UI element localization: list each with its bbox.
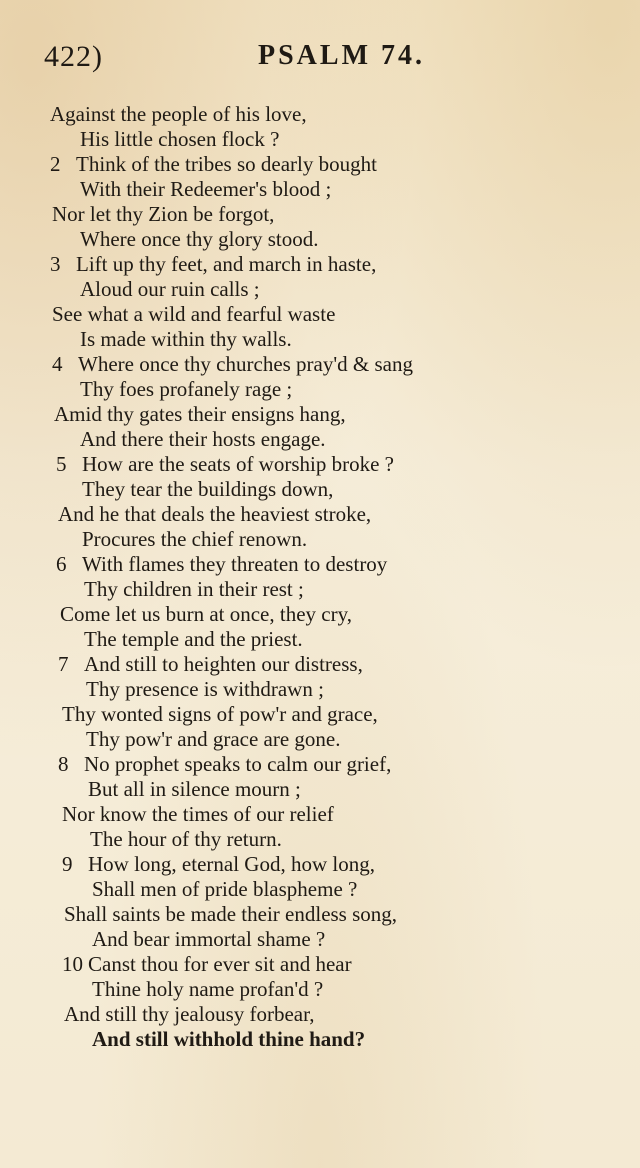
poem-line (60, 602, 352, 626)
line-text: How are the seats of worship broke ? (82, 452, 394, 476)
line-text: The temple and the priest. (84, 627, 303, 651)
line-text: Where once thy glory stood. (80, 227, 319, 251)
stanza-number: 10 (62, 952, 83, 976)
poem-line (82, 477, 333, 501)
poem-line (84, 577, 304, 601)
line-text: Shall saints be made their endless song, (64, 902, 398, 926)
page-number: 422) (44, 40, 103, 73)
poem-line (86, 677, 324, 701)
line-text: Shall men of pride blaspheme ? (92, 877, 358, 901)
line-text: Nor know the times of our relief (62, 802, 334, 826)
poem-line (50, 102, 307, 126)
stanza-number: 7 (58, 652, 69, 676)
stanza-number: 4 (52, 352, 63, 376)
line-text: See what a wild and fearful waste (52, 302, 336, 326)
poem-line (92, 877, 357, 901)
line-text: Thy pow'r and grace are gone. (86, 727, 341, 751)
line-text: Against the people of his love, (50, 102, 307, 126)
line-text: Thy children in their rest ; (84, 577, 304, 601)
line-text: How long, eternal God, how long, (88, 852, 375, 876)
line-text: His little chosen flock ? (80, 127, 280, 151)
poem-line (92, 977, 323, 1001)
line-text: Canst thou for ever sit and hear (88, 952, 352, 976)
poem-line (62, 852, 375, 876)
line-text: Lift up thy feet, and march in haste, (76, 252, 377, 276)
poem-line (84, 627, 303, 651)
line-text: And bear immortal shame ? (92, 927, 326, 951)
stanza-number: 8 (58, 752, 69, 776)
line-text: No prophet speaks to calm our grief, (84, 752, 392, 776)
line-text: And he that deals the heaviest stroke, (58, 502, 372, 526)
poem-line (92, 1027, 365, 1051)
poem-line (80, 277, 260, 301)
line-text: But all in silence mourn ; (88, 777, 301, 801)
poem-line (62, 802, 334, 826)
poem-line (64, 1002, 315, 1026)
poem-line (50, 152, 377, 176)
poem-line (52, 202, 274, 226)
poem-line (58, 752, 391, 776)
poem-line (92, 927, 325, 951)
stanza-number: 5 (56, 452, 67, 476)
line-text: The hour of thy return. (90, 827, 282, 851)
line-text: Procures the chief renown. (82, 527, 308, 551)
line-text: Think of the tribes so dearly bought (76, 152, 377, 176)
stanza-number: 6 (56, 552, 67, 576)
poem-line (82, 527, 307, 551)
poem-line (80, 427, 326, 451)
poem-line (64, 902, 397, 926)
line-text: Where once thy churches pray'd & sang (78, 352, 413, 376)
line-text: Is made within thy walls. (80, 327, 292, 351)
line-text: Amid thy gates their ensigns hang, (54, 402, 346, 426)
poem-line (80, 327, 292, 351)
stanza-number: 2 (50, 152, 61, 176)
poem-line (58, 502, 371, 526)
stanza-number: 3 (50, 252, 61, 276)
stanza-number: 9 (62, 852, 73, 876)
running-title: PSALM 74. (258, 40, 425, 71)
page-header (0, 40, 640, 80)
line-text: With flames they threaten to destroy (82, 552, 388, 576)
poem-line (54, 402, 346, 426)
line-text: With their Redeemer's blood ; (80, 177, 332, 201)
poem-line (62, 952, 352, 976)
poem-line (56, 452, 394, 476)
poem-line (86, 727, 341, 751)
line-text: Thy presence is withdrawn ; (86, 677, 324, 701)
line-text: And still withhold thine hand? (92, 1027, 366, 1051)
line-text: Thy foes profanely rage ; (80, 377, 293, 401)
poem-line (52, 352, 413, 376)
poem-line (62, 702, 378, 726)
poem-line (56, 552, 387, 576)
line-text: And there their hosts engage. (80, 427, 326, 451)
poem-line (52, 302, 335, 326)
poem-line (90, 827, 282, 851)
poem-line (80, 177, 331, 201)
line-text: And still thy jealousy forbear, (64, 1002, 315, 1026)
line-text: Thine holy name profan'd ? (92, 977, 324, 1001)
line-text: Thy wonted signs of pow'r and grace, (62, 702, 378, 726)
line-text: And still to heighten our distress, (84, 652, 363, 676)
line-text: Aloud our ruin calls ; (80, 277, 260, 301)
line-text: Come let us burn at once, they cry, (60, 602, 352, 626)
line-text: They tear the buildings down, (82, 477, 334, 501)
poem-line (50, 252, 376, 276)
poem-line (80, 127, 279, 151)
line-text: Nor let thy Zion be forgot, (52, 202, 275, 226)
poem-line (88, 777, 301, 801)
poem-line (80, 377, 292, 401)
poem-line (80, 227, 319, 251)
poem-line (58, 652, 363, 676)
